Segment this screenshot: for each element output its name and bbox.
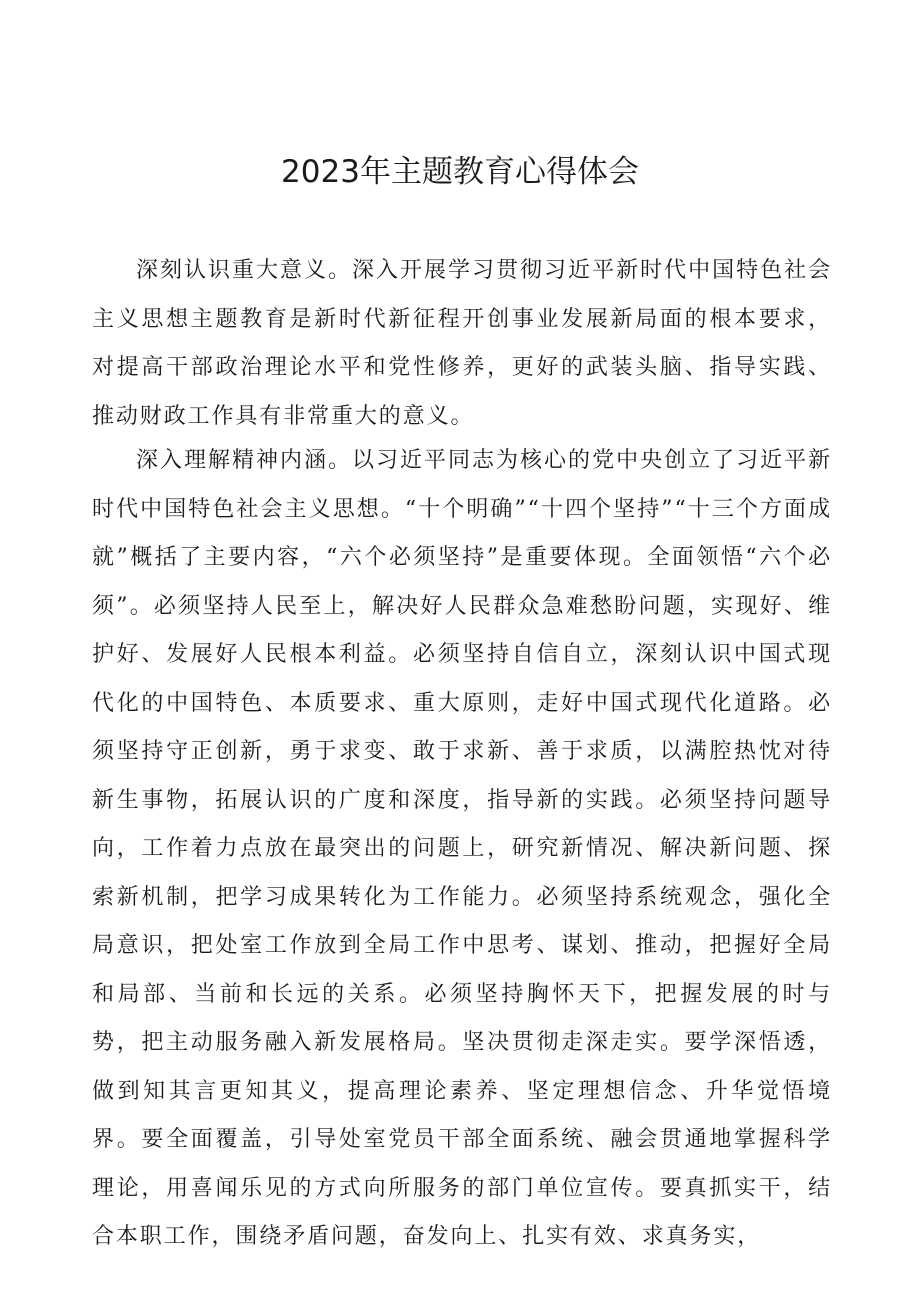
document-title: 2023年主题教育心得体会: [281, 154, 639, 190]
paragraph-significance: 深刻认识重大意义。深入开展学习贯彻习近平新时代中国特色社会主义思想主题教育是新时代新征程开创事业发展新局面的根本要求，对提高干部政治理论水平和党性修养，更好的武装头脑、指导实践、推动财政工作具有非常重大的意义。: [92, 258, 832, 429]
paragraph-connotation: 深入理解精神内涵。以习近平同志为核心的党中央创立了习近平新时代中国特色社会主义思想。“十个明确”“十四个坚持”“十三个方面成就”概括了主要内容，“六个必须坚持”是重要体现。全面领悟“六个必须”。必须坚持人民至上，解决好人民群众急难愁盼问题，实现好、维护好、发展好人民根本利益。必须坚持自信自立，深刻认识中国式现代化的中国特色、本质要求、重大原则，走好中国式现代化道路。必须坚持守正创新，勇于求变、敢于求新、善于求质，以满腔热忱对待新生事物，拓展认识的广度和深度，指导新的实践。必须坚持问题导向，工作着力点放在最突出的问题上，研究新情况、解决新问题、探索新机制，把学习成果转化为工作能力。必须坚持系统观念，强化全局意识，把处室工作放到全局工作中思考、谋划、推动，把握好全局和局部、当前和长远的关系。必须坚持胸怀天下，把握发展的时与势，把主动服务融入新发展格局。坚决贯彻走深走实。要学深悟透，做到知其言更知其义，提高理论素养、坚定理想信念、升华觉悟境界。要全面覆盖，引导处室党员干部全面系统、融会贯通地掌握科学理论，用喜闻乐见的方式向所服务的部门单位宣传。要真抓实干，结合本职工作，围绕矛盾问题，奋发向上、扎实有效、求真务实，: [92, 448, 832, 1249]
